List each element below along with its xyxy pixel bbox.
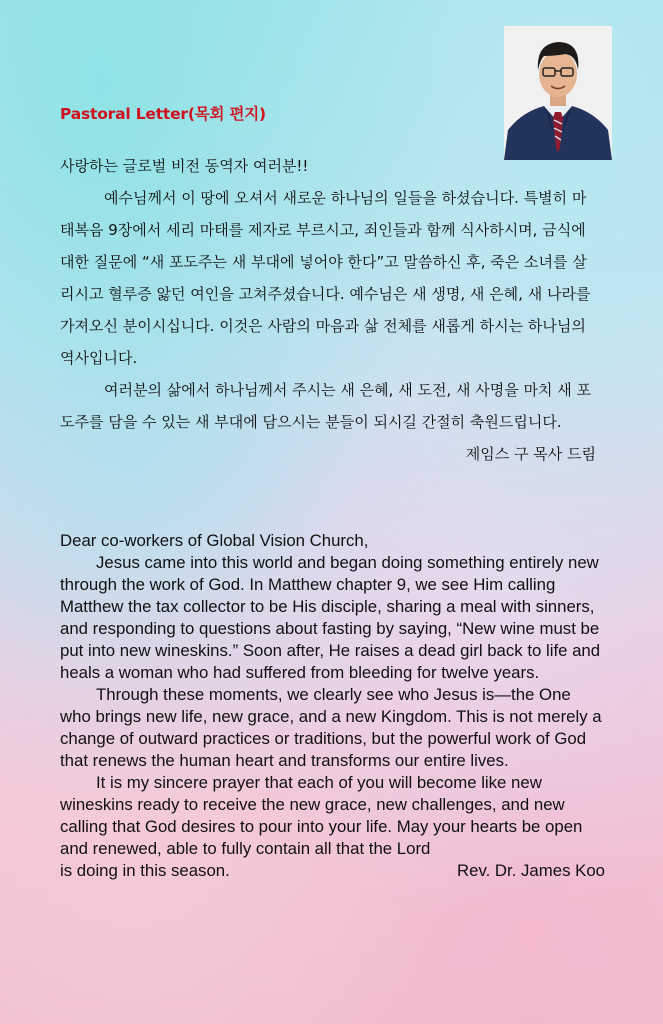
english-letter bbox=[60, 530, 605, 882]
letter-heading: Pastoral Letter(목회 편지) bbox=[60, 105, 266, 123]
english-paragraph-2: Through these moments, we clearly see who Jesus is—the One who brings new life, new grace, and a new Kingdom. This is not merely a change of outward practices or traditions, but the powerful work of God that renews the human heart and transforms our entire lives. bbox=[60, 685, 602, 770]
english-closing-line bbox=[60, 860, 605, 882]
korean-paragraph-1: 예수님께서 이 땅에 오셔서 새로운 하나님의 일들을 하셨습니다. 특별히 마태복음 9장에서 세리 마태를 제자로 부르시고, 죄인들과 함께 식사하시며, 금식에 대한 질문에 “새 포도주는 새 부대에 넣어야 한다”고 말씀하신 후, 죽은 소녀를 살리시고 혈루증 앓던 여인을 고쳐주셨습니다. 예수님은 새 생명, 새 은혜, 새 나라를 가져오신 분이시십니다. 이것은 사람의 마음과 삶 전체를 새롭게 하시는 하나님의 역사입니다. bbox=[60, 189, 591, 367]
korean-greeting: 사랑하는 글로벌 비전 동역자 여러분!! bbox=[60, 157, 309, 175]
korean-letter bbox=[60, 150, 600, 470]
korean-paragraph-2: 여러분의 삶에서 하나님께서 주시는 새 은혜, 새 도전, 새 사명을 마치 새 포도주를 담을 수 있는 새 부대에 담으시는 분들이 되시길 간절히 축원드립니다. bbox=[60, 381, 591, 431]
english-paragraph-3: It is my sincere prayer that each of you will become like new wineskins ready to receive the new grace, new challenges, and new calling that God desires to pour into your life. May your hearts be open and renewed, able to fully contain all that the Lord bbox=[60, 773, 583, 858]
english-greeting: Dear co-workers of Global Vision Church, bbox=[60, 531, 369, 550]
english-signature: Rev. Dr. James Koo bbox=[457, 861, 605, 880]
korean-signature: 제임스 구 목사 드림 bbox=[465, 445, 596, 463]
english-paragraph-3-end: is doing in this season. bbox=[60, 861, 230, 880]
english-paragraph-1: Jesus came into this world and began doing something entirely new through the work of God. In Matthew chapter 9, we see Him calling Matthew the tax collector to be His disciple, sharing a meal with sinners, and responding to questions about fasting by saying, “New wine must be put into new wineskins.” Soon after, He raises a dead girl back to life and heals a woman who had suffered from bleeding for twelve years. bbox=[60, 553, 601, 682]
pastor-portrait bbox=[504, 26, 612, 160]
